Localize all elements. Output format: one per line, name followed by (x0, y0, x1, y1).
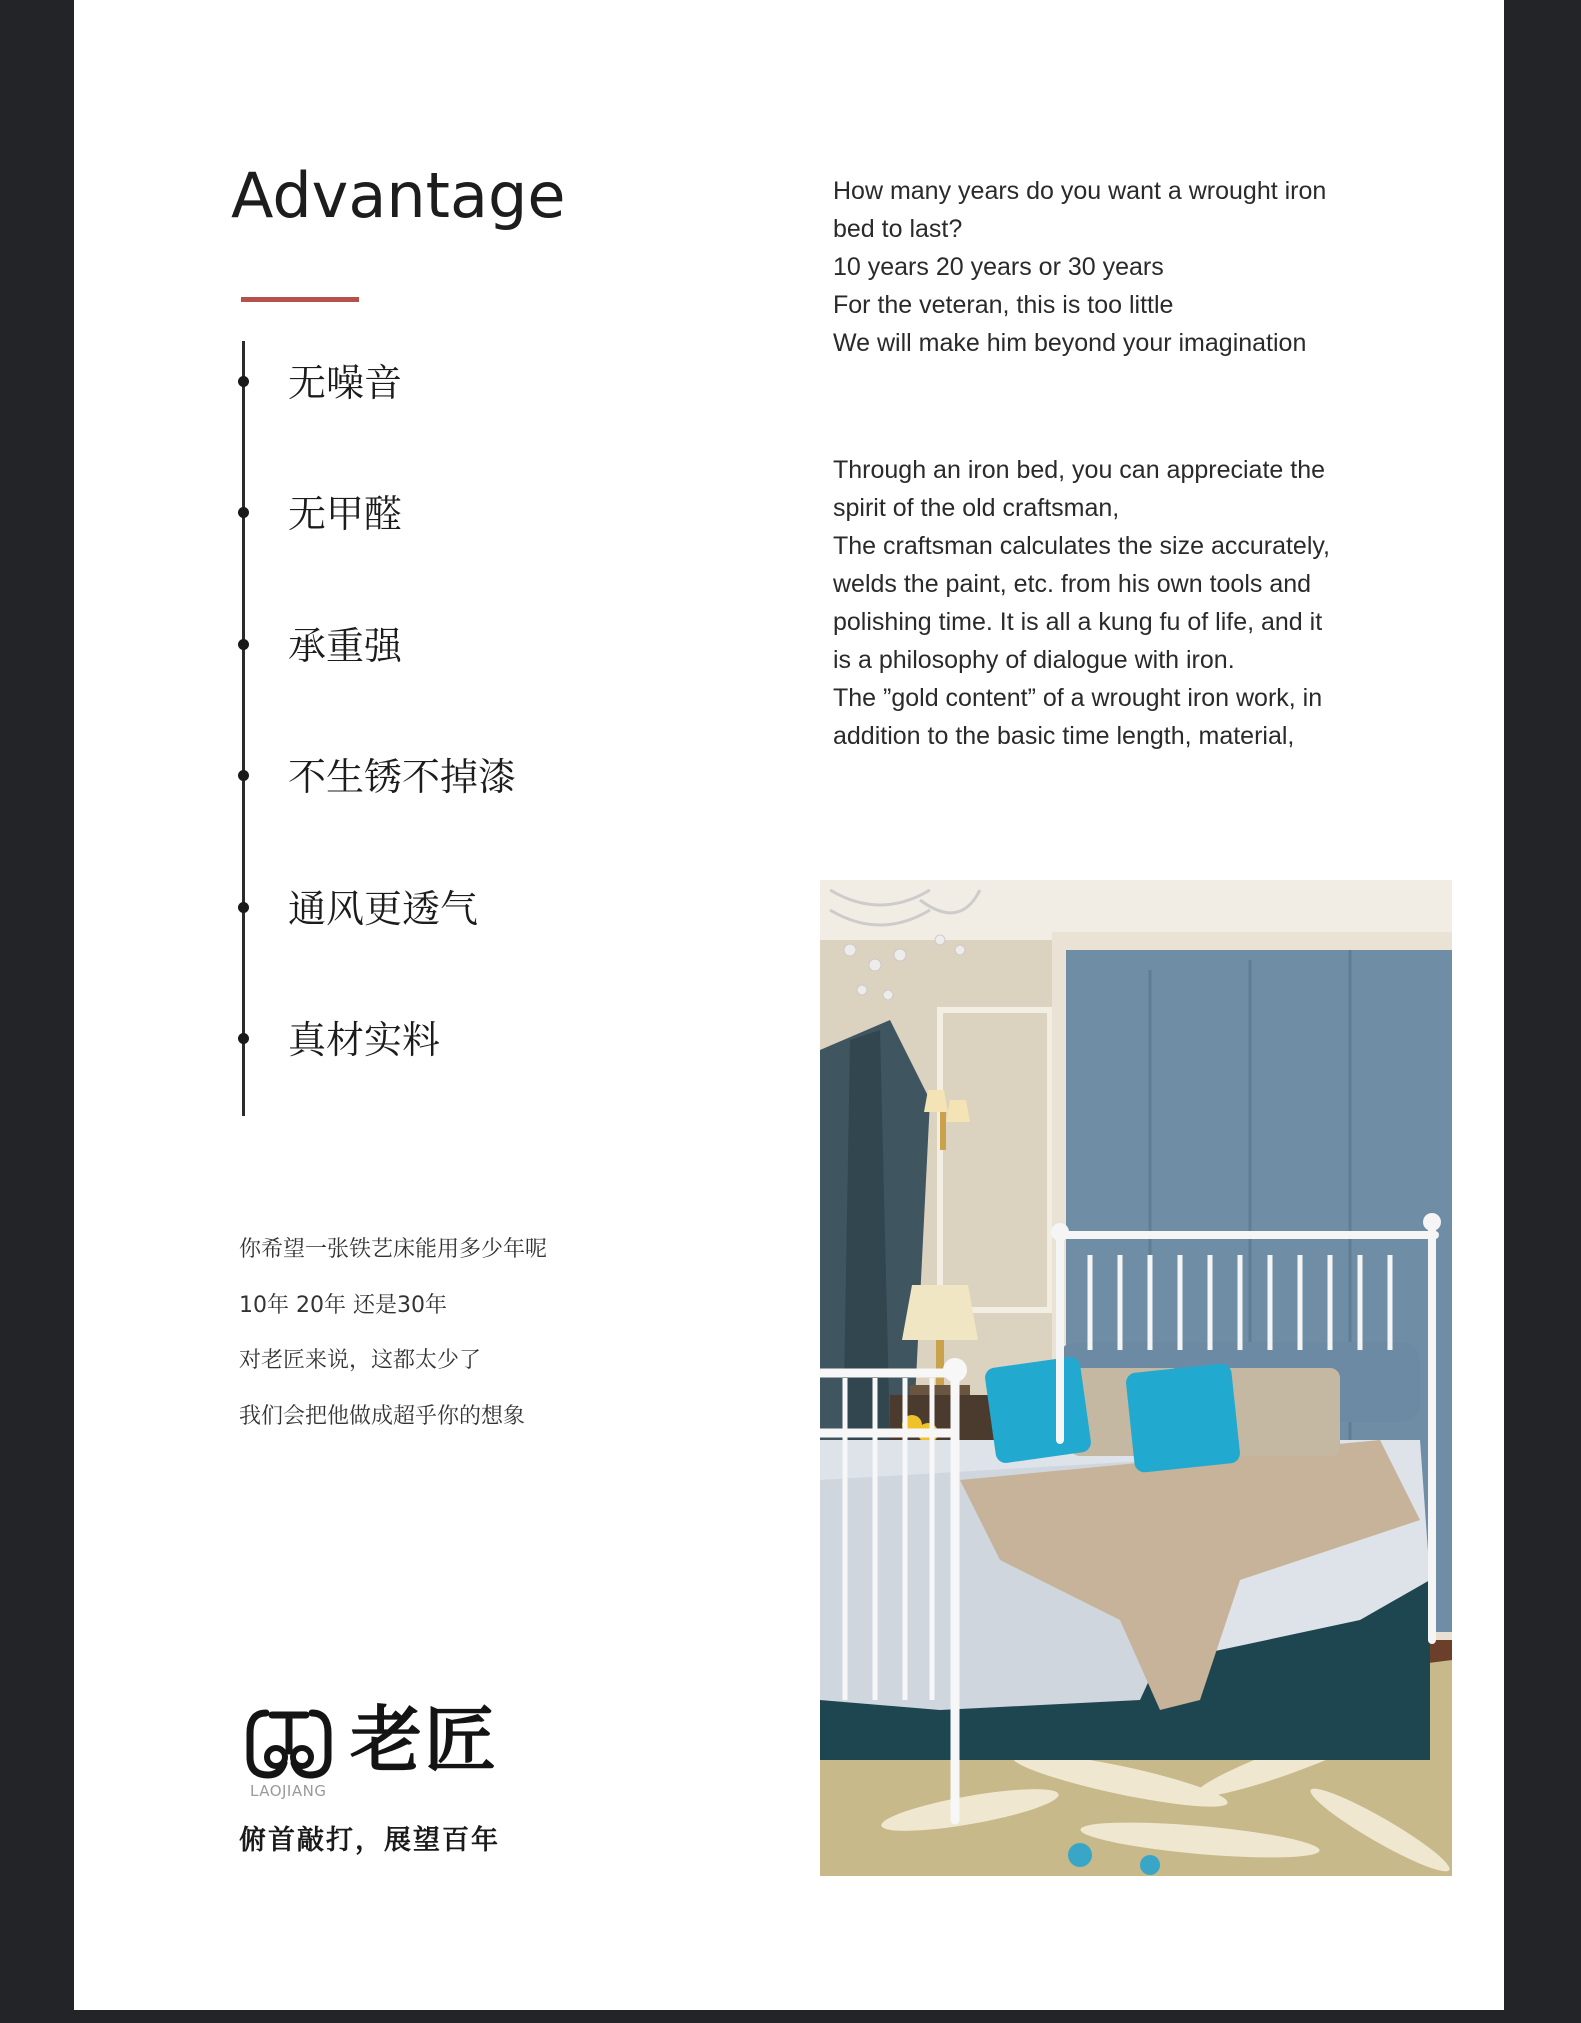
brand-name: 老匠 (350, 1698, 499, 1782)
laojiang-logo-icon (246, 1705, 332, 1781)
paragraph-line: 10 years 20 years or 30 years (833, 253, 1164, 281)
paragraph-line: is a philosophy of dialogue with iron. (833, 646, 1235, 674)
bullet-dot-icon (238, 376, 249, 387)
feature-label: 承重强 (288, 624, 403, 668)
paragraph-line: welds the paint, etc. from his own tools and (833, 570, 1312, 598)
bullet-dot-icon (238, 902, 249, 913)
bullet-dot-icon (238, 770, 249, 781)
paragraph-line: addition to the basic time length, material, (833, 722, 1295, 750)
chinese-intro-text (239, 1222, 547, 1444)
feature-label: 通风更透气 (288, 887, 479, 931)
bedroom-photo (820, 880, 1452, 1876)
intro-line: 你希望一张铁艺床能用多少年呢 (239, 1237, 548, 1262)
intro-line: 10年 20年 还是30年 (239, 1292, 447, 1318)
english-paragraph-2 (833, 451, 1403, 755)
bullet-dot-icon (238, 639, 249, 650)
feature-label: 无噪音 (288, 361, 403, 405)
product-page (74, 0, 1504, 2010)
bullet-dot-icon (238, 1033, 249, 1044)
logo-latin-text: LAOJIANG (250, 1782, 327, 1800)
bullet-dot-icon (238, 507, 249, 518)
feature-label: 真材实料 (288, 1018, 441, 1062)
intro-line: 我们会把他做成超乎你的想象 (239, 1403, 526, 1429)
paragraph-line: spirit of the old craftsman, (833, 494, 1120, 522)
intro-line: 对老匠来说，这都太少了 (239, 1348, 482, 1373)
brand-slogan: 俯首敲打，展望百年 (239, 1825, 500, 1856)
paragraph-line: We will make him beyond your imagination (833, 329, 1307, 357)
paragraph-line: The craftsman calculates the size accurately, (833, 532, 1330, 560)
page-title: Advantage (231, 159, 566, 232)
feature-label: 无甲醛 (288, 492, 403, 536)
paragraph-line: Through an iron bed, you can appreciate the (833, 456, 1326, 484)
title-accent-rule (241, 297, 359, 302)
paragraph-line: The ”gold content” of a wrought iron work, in (833, 684, 1323, 712)
english-paragraph-1 (833, 172, 1403, 362)
paragraph-line: bed to last? (833, 215, 963, 243)
timeline-line (242, 341, 245, 1116)
paragraph-line: How many years do you want a wrought iron (833, 177, 1327, 205)
paragraph-line: For the veteran, this is too little (833, 291, 1174, 319)
feature-label: 不生锈不掉漆 (288, 755, 517, 799)
paragraph-line: polishing time. It is all a kung fu of life, and it (833, 608, 1323, 636)
